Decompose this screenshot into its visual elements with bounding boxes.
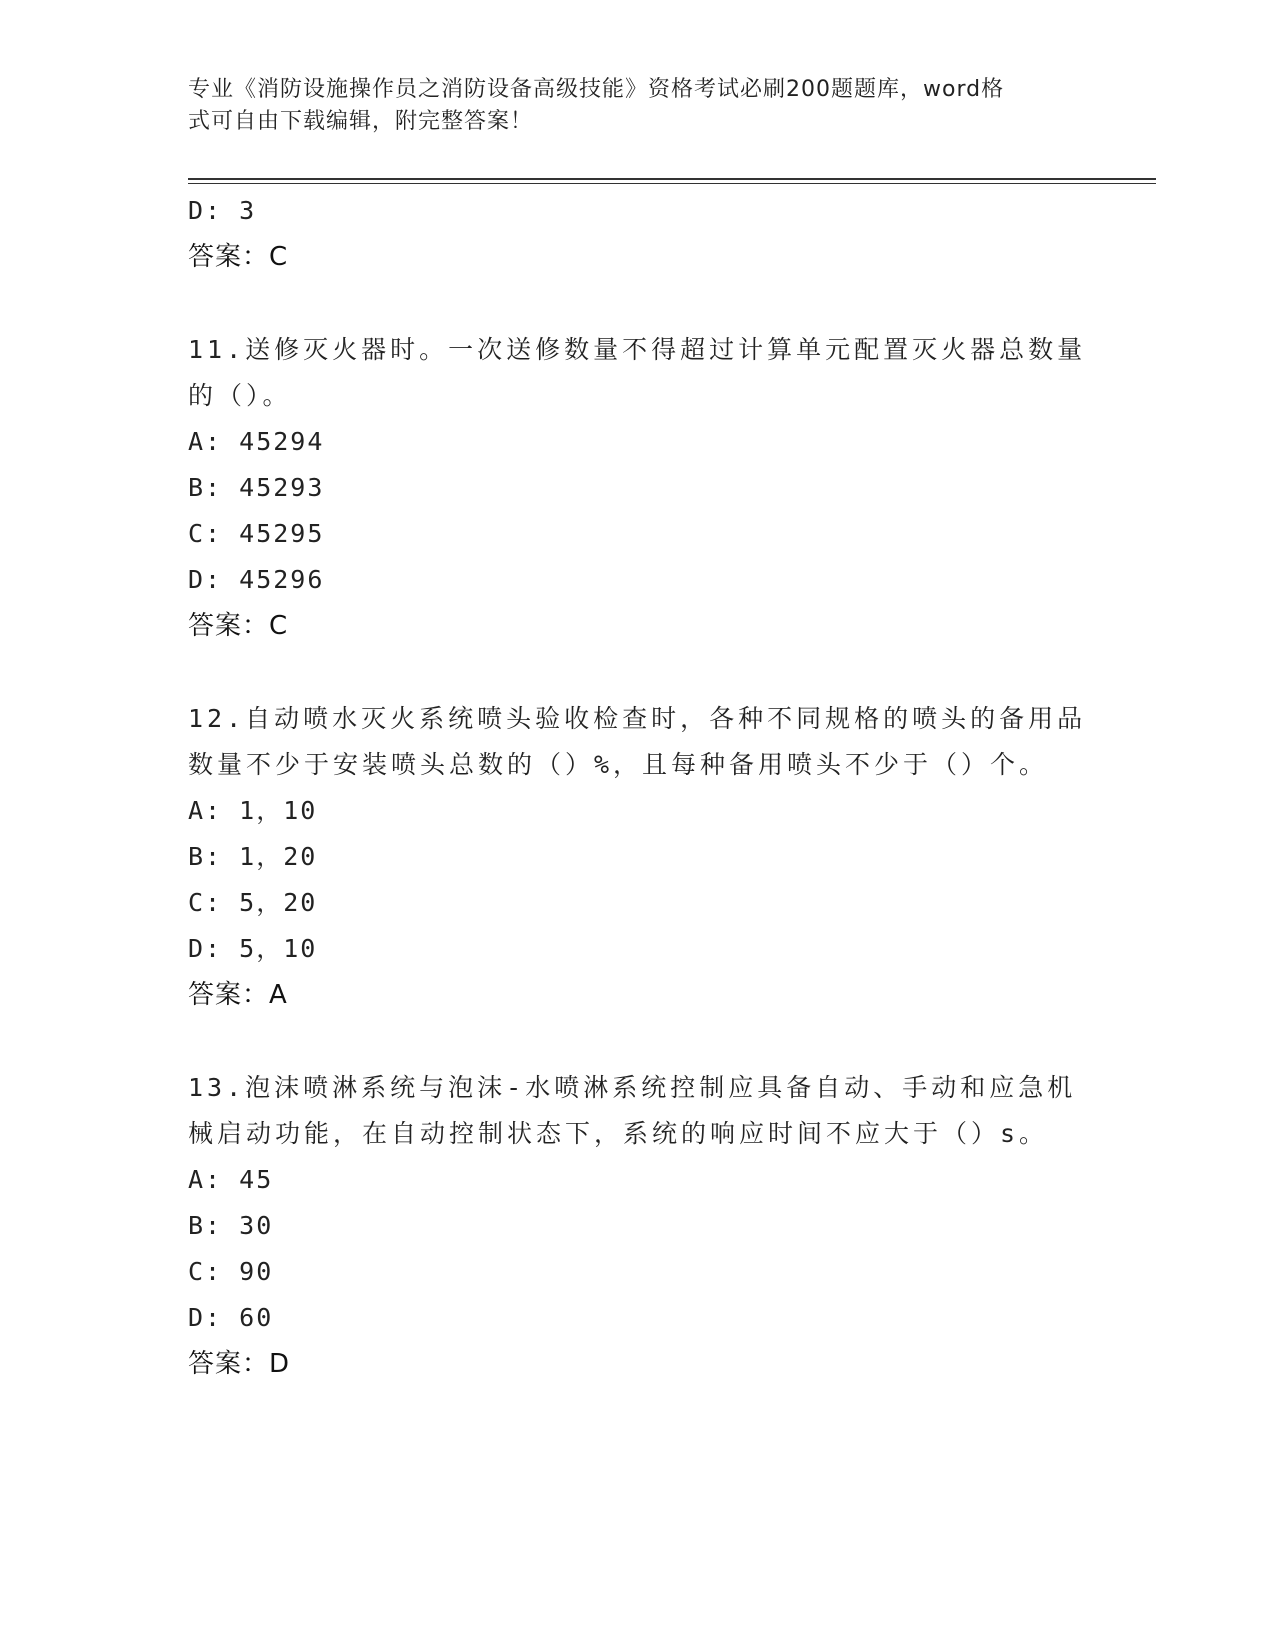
question-11	[188, 327, 1088, 649]
spacer	[188, 280, 1088, 327]
option-b: B: 1，20	[188, 842, 318, 871]
option-a: A: 45	[188, 1165, 274, 1194]
option-d: D: 45296	[188, 565, 325, 594]
question-text-line-2: 数量不少于安装喷头总数的（）%，且每种备用喷头不少于（）个。	[188, 750, 1049, 779]
option-d: D: 3	[188, 196, 257, 225]
question-12	[188, 696, 1088, 1018]
option-d: D: 60	[188, 1303, 274, 1332]
option-b: B: 45293	[188, 473, 325, 502]
question-text-line-2: 械启动功能，在自动控制状态下，系统的响应时间不应大于（）s。	[188, 1119, 1049, 1148]
answer-line: 答案：A	[188, 980, 288, 1010]
answer-line: 答案：C	[188, 242, 289, 272]
option-a: A: 1，10	[188, 796, 318, 825]
option-b: B: 30	[188, 1211, 274, 1240]
question-text-line-1: 12.自动喷水灭火系统喷头验收检查时，各种不同规格的喷头的备用品	[188, 704, 1087, 733]
prev-question-tail	[188, 188, 1088, 280]
question-text-line-1: 11.送修灭火器时。一次送修数量不得超过计算单元配置灭火器总数量	[188, 335, 1087, 364]
option-c: C: 90	[188, 1257, 274, 1286]
header-rule-thin	[188, 183, 1156, 184]
option-c: C: 5，20	[188, 888, 318, 917]
document-body	[188, 188, 1088, 1387]
option-a: A: 45294	[188, 427, 325, 456]
header-line-2: 式可自由下载编辑，附完整答案！	[188, 109, 534, 134]
answer-line: 答案：D	[188, 1349, 291, 1379]
question-text-line-1: 13.泡沫喷淋系统与泡沫-水喷淋系统控制应具备自动、手动和应急机	[188, 1073, 1077, 1102]
option-c: C: 45295	[188, 519, 325, 548]
spacer	[188, 649, 1088, 696]
answer-line: 答案：C	[188, 611, 289, 641]
option-d: D: 5，10	[188, 934, 318, 963]
header-line-1: 专业《消防设施操作员之消防设备高级技能》资格考试必刷200题题库，word格	[188, 77, 1005, 102]
document-header	[188, 74, 1088, 138]
question-13	[188, 1065, 1088, 1387]
header-rule-thick	[188, 178, 1156, 180]
question-text-line-2: 的（）。	[188, 381, 292, 410]
spacer	[188, 1018, 1088, 1065]
